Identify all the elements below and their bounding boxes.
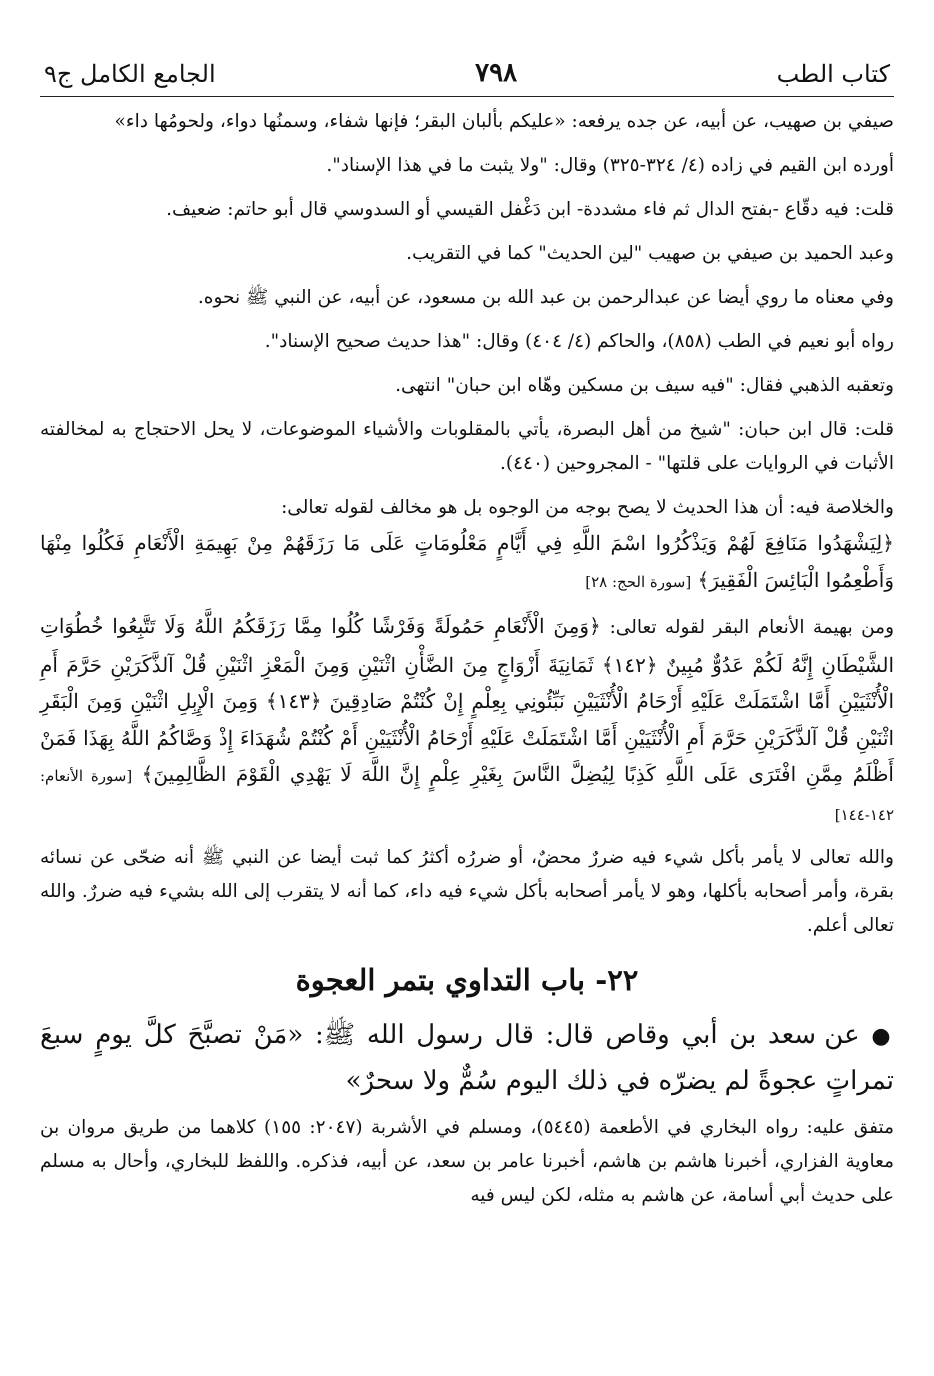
paragraph-ibn-qayyim: أورده ابن القيم في زاده (٤/ ٣٢٤-٣٢٥) وقال: "ولا يثبت ما في هذا الإسناد". bbox=[326, 155, 894, 176]
volume-title: الجامع الكامل ج٩ bbox=[44, 60, 216, 88]
quran-verse-hajj bbox=[40, 525, 894, 600]
quran-verse-text: ﴿وَمِنَ الْأَنْعَامِ حَمُولَةً وَفَرْشًا كُلُوا مِمَّا رَزَقَكُمُ اللَّهُ وَلَا تَتَّبِعُوا خُطُوَاتِ الشَّيْطَانِ إِنَّهُ لَكُمْ عَدُوٌّ مُبِينٌ ﴿١٤٢﴾ ثَمَانِيَةَ أَزْوَاجٍ مِنَ الضَّأْنِ اثْنَيْنِ وَمِنَ الْمَعْزِ اثْنَيْنِ قُلْ آلذَّكَرَيْنِ حَرَّمَ أَمِ الْأُنْثَيَيْنِ أَمَّا اشْتَمَلَتْ عَلَيْهِ أَرْحَامُ الْأُنْثَيَيْنِ نَبِّئُونِي بِعِلْمٍ إِنْ كُنْتُمْ صَادِقِينَ ﴿١٤٣﴾ وَمِنَ الْإِبِلِ اثْنَيْنِ وَمِنَ الْبَقَرِ اثْنَيْنِ قُلْ آلذَّكَرَيْنِ حَرَّمَ أَمِ الْأُنْثَيَيْنِ أَمَّا اشْتَمَلَتْ عَلَيْهِ أَرْحَامُ الْأُنْثَيَيْنِ أَمْ كُنْتُمْ شُهَدَاءَ إِذْ وَصَّاكُمُ اللَّهُ بِهَذَا فَمَنْ أَظْلَمُ مِمَّنِ افْتَرَى عَلَى اللَّهِ كَذِبًا لِيُضِلَّ النَّاسَ بِغَيْرِ عِلْمٍ إِنَّ اللَّهَ لَا يَهْدِي الْقَوْمَ الظَّالِمِينَ﴾ bbox=[40, 614, 894, 786]
paragraph-hadith-text: صيفي بن صهيب، عن أبيه، عن جده يرفعه: «عليكم بألبان البقر؛ فإنها شفاء، وسمنُها دواء، ولحومُها داء» bbox=[114, 111, 894, 132]
book-section-title: كتاب الطب bbox=[776, 60, 890, 88]
paragraph-intro-anam: ومن بهيمة الأنعام البقر لقوله تعالى: bbox=[609, 617, 895, 638]
quran-verse-anam bbox=[40, 608, 894, 833]
paragraph-similar-narration: وفي معناه ما روي أيضا عن عبدالرحمن بن عبد الله بن مسعود، عن أبيه، عن النبي ﷺ نحوه. bbox=[197, 287, 894, 308]
page-header bbox=[40, 58, 894, 97]
quran-reference: [سورة الأنعام: ١٤٢-١٤٤] bbox=[40, 767, 894, 824]
paragraph-takhrij: متفق عليه: رواه البخاري في الأطعمة (٥٤٤٥)، ومسلم في الأشربة (٢٠٤٧: ١٥٥) كلاهما من طريق مروان بن معاوية الفزاري، أخبرنا هاشم بن هاشم، أخبرنا عامر بن سعد، عن أبيه، فذكره. واللفظ للبخاري، وأحال به مسلم على حديث أبي أسامة، عن هاشم به مثله، لكن ليس فيه bbox=[40, 1117, 894, 1206]
paragraph-daqqa: قلت: فيه دقّاع -بفتح الدال ثم فاء مشددة- ابن دَغْفل القيسي أو السدوسي قال أبو حاتم: ضعيف. bbox=[166, 199, 894, 220]
page-number: ٧٩٨ bbox=[475, 58, 518, 88]
paragraph-ibn-hibban: قلت: قال ابن حبان: "شيخ من أهل البصرة، يأتي بالمقلوبات والأشياء الموضوعات، لا يحل الاحتجاج به لمخالفته الأثبات في الروايات على قلتها" - المجروحين (٤٤٠). bbox=[40, 419, 894, 474]
paragraph-abu-nuaym: رواه أبو نعيم في الطب (٨٥٨)، والحاكم (٤/ ٤٠٤) وقال: "هذا حديث صحيح الإسناد". bbox=[264, 331, 894, 352]
paragraph-conclusion: والخلاصة فيه: أن هذا الحديث لا يصح بوجه من الوجوه بل هو مخالف لقوله تعالى: bbox=[281, 497, 894, 518]
page-content bbox=[40, 97, 894, 1213]
paragraph-dhahabi: وتعقبه الذهبي فقال: "فيه سيف بن مسكين وهّاه ابن حبان" انتهى. bbox=[395, 375, 894, 396]
chapter-title: ٢٢- باب التداوي بتمر العجوة bbox=[295, 963, 639, 997]
bullet-icon: ● bbox=[871, 1024, 895, 1049]
hadith-text: عن سعد بن أبي وقاص قال: قال رسول الله ﷺ: «مَنْ تصبَّحَ كلَّ يومٍ سبعَ تمراتٍ عجوةً لم يضرّه في ذلك اليوم سُمٌّ ولا سحرٌ» bbox=[40, 1020, 894, 1096]
quran-reference: [سورة الحج: ٢٨] bbox=[585, 572, 692, 591]
paragraph-abdulhamid: وعبد الحميد بن صيفي بن صهيب "لين الحديث" كما في التقريب. bbox=[406, 243, 894, 264]
quran-verse-text: ﴿لِيَشْهَدُوا مَنَافِعَ لَهُمْ وَيَذْكُرُوا اسْمَ اللَّهِ فِي أَيَّامٍ مَعْلُومَاتٍ عَلَى مَا رَزَقَهُمْ مِنْ بَهِيمَةِ الْأَنْعَامِ فَكُلُوا مِنْهَا وَأَطْعِمُوا الْبَائِسَ الْفَقِيرَ﴾ bbox=[40, 531, 894, 592]
hadith-main bbox=[40, 1013, 894, 1103]
paragraph-summary: والله تعالى لا يأمر بأكل شيء فيه ضررٌ محضٌ، أو ضررُه أكثرُ كما ثبت أيضا عن النبي ﷺ أنه ضحّى عن نسائه بقرة، وأمر أصحابه بأكلها، وهو لا يأمر أصحابه بأكل شيء فيه داء، كما أنه لا يتقرب إلى الله بشيء فيه ضررٌ. والله تعالى أعلم. bbox=[40, 847, 894, 936]
